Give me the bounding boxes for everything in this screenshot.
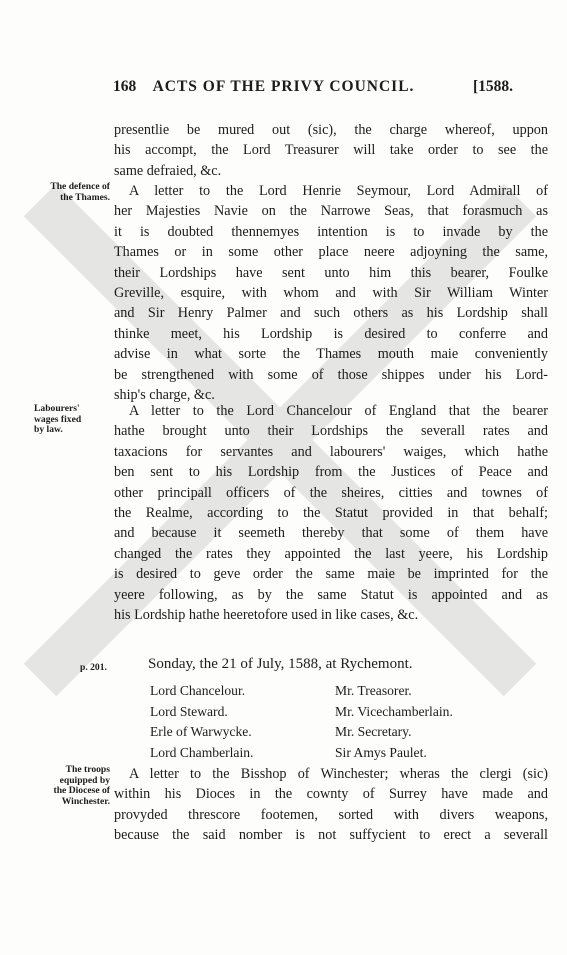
page-title: ACTS OF THE PRIVY COUNCIL. xyxy=(152,78,415,95)
continuation-paragraph xyxy=(114,120,548,181)
text-line: yeere following, as by the same Statut is appointed and as xyxy=(114,586,548,603)
attendee: Lord Steward. xyxy=(150,703,228,719)
text-line: it is doubted thennemyes intention is to invade by the xyxy=(114,223,548,240)
text-line: changed the rates they appointed the last yeere, his Lordship xyxy=(114,545,548,562)
text-line: within his Dioces in the cownty of Surrey have made and xyxy=(114,786,548,803)
text-line: other principall officers of the sheires, citties and townes of xyxy=(114,484,548,501)
text-line: his Lordship hathe heeretofore used in like cases, &c. xyxy=(114,607,419,624)
attendee: Sir Amys Paulet. xyxy=(335,744,427,760)
page-number: 168 xyxy=(113,78,137,95)
running-header xyxy=(0,78,567,100)
margin-note-winchester: The troops equipped by the Diocese of Winchester. xyxy=(53,764,110,807)
text-line: is desired to geve order the same maie be imprinted for the xyxy=(114,566,548,583)
text-line: ben sent to his Lordship from the Justices of Peace and xyxy=(114,464,548,481)
text-line: same defraied, &c. xyxy=(114,162,222,179)
text-line: the Realme, according to the Statut provided in that behalf; xyxy=(114,505,548,522)
meeting-heading: Sonday, the 21 of July, 1588, at Rychemont. xyxy=(148,656,413,672)
text-line: presentlie be mured out (sic), the charge whereof, uppon xyxy=(114,122,548,138)
text-line: Thames or in some other place neere adjoyning the same, xyxy=(114,244,548,261)
text-line: thinke meet, his Lordship is desired to conferre and xyxy=(114,325,548,342)
text-line: and because it seemeth thereby that some of them have xyxy=(114,525,548,542)
text-line: advise in what sorte the Thames mouth maie conveniently xyxy=(114,346,548,363)
text-line: his accompt, the Lord Treasurer will take order to see the xyxy=(114,142,548,159)
page-reference: p. 201. xyxy=(80,662,107,673)
text-line: ship's charge, &c. xyxy=(114,387,215,404)
text-line: be strengthened with some of those shippes under his Lord- xyxy=(114,366,548,383)
header-year: [1588. xyxy=(473,78,514,95)
entry-labourers-wages xyxy=(114,401,548,625)
attendee: Erle of Warwycke. xyxy=(150,724,252,739)
text-line: and Sir Henry Palmer and such others as his Lordship shall xyxy=(114,305,548,322)
text-line: provyded threscore footemen, sorted with divers weapons, xyxy=(114,806,548,823)
text-line: her Majesties Navie on the Narrowe Seas, that forasmuch as xyxy=(114,203,548,220)
text-line: taxacions for servantes and labourers' waiges, which hathe xyxy=(114,443,548,460)
text-line: Greville, esquire, with whom and with Sir William Winter xyxy=(114,285,548,302)
text-line: A letter to the Lord Henrie Seymour, Lord Admirall of xyxy=(129,183,548,199)
attendees-left xyxy=(150,681,253,763)
attendee: Lord Chamberlain. xyxy=(150,744,254,760)
attendee: Mr. Treasorer. xyxy=(335,683,412,698)
text-line: their Lordships have sent unto him this bearer, Foulke xyxy=(114,264,548,281)
text-line: A letter to the Bisshop of Winchester; wheras the clergi (sic) xyxy=(129,766,548,782)
text-line: A letter to the Lord Chancelour of England that the bearer xyxy=(129,403,548,419)
margin-note-thames: The defence of the Thames. xyxy=(50,181,110,203)
text-line: hathe brought unto their Lordships the severall rates and xyxy=(114,423,548,440)
attendees-right xyxy=(335,681,453,763)
attendee: Lord Chancelour. xyxy=(150,683,246,698)
entry-thames-defence xyxy=(114,181,548,405)
margin-note-labourers: Labourers' wages fixed by law. xyxy=(34,403,82,436)
attendee: Mr. Secretary. xyxy=(335,724,412,739)
attendee: Mr. Vicechamberlain. xyxy=(335,703,453,719)
entry-winchester-troops xyxy=(114,764,548,846)
text-line: because the said nomber is not suffycient to erect a severall xyxy=(114,827,548,844)
